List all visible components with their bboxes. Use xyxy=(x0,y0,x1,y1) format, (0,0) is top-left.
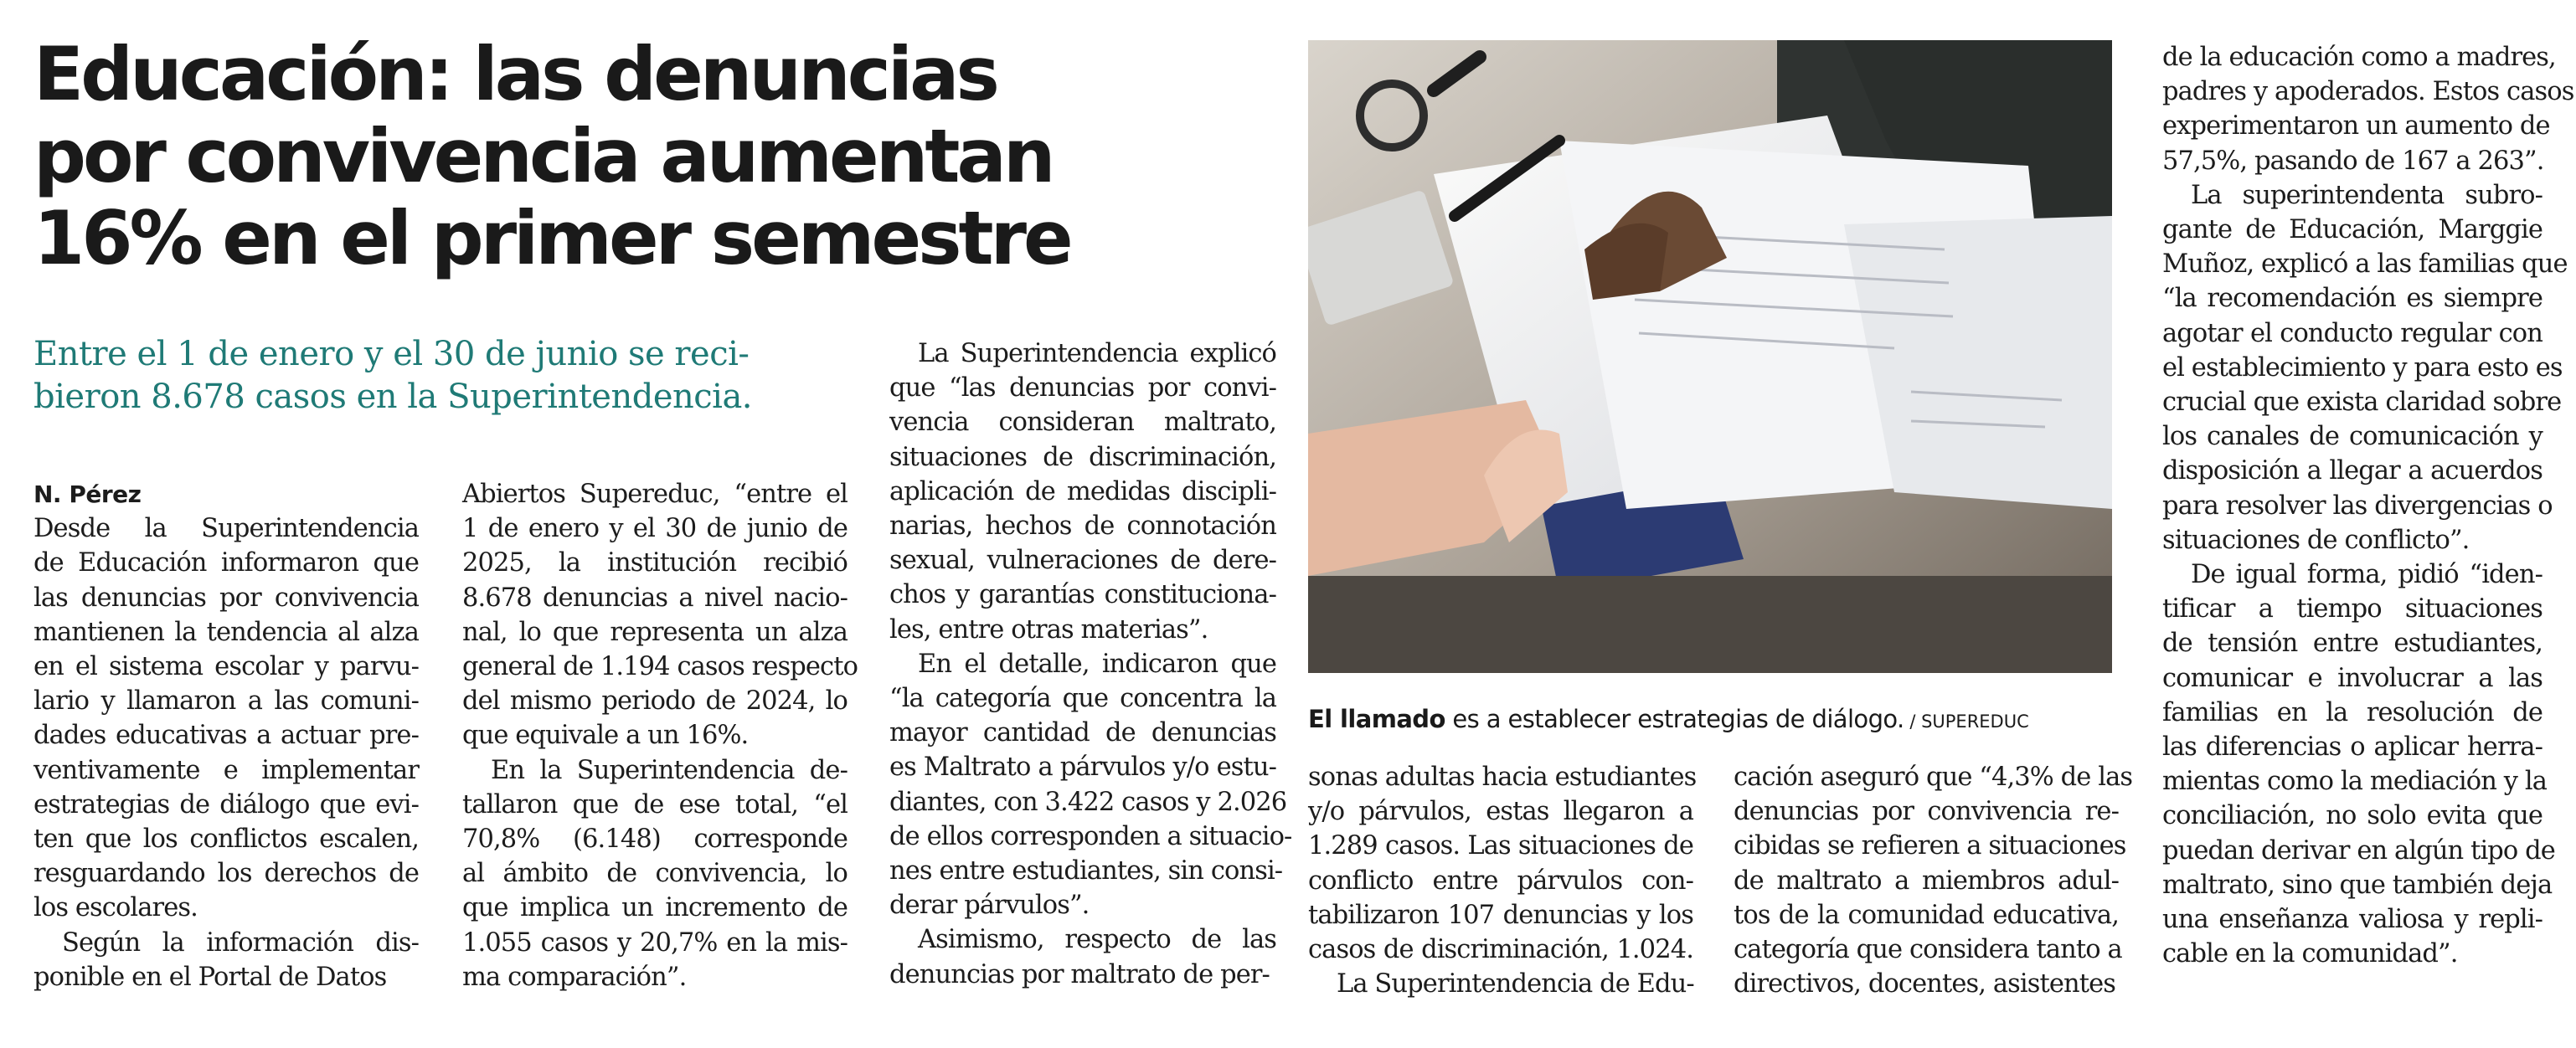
article-line: comunicar e involucrar a las xyxy=(2162,663,2543,693)
photo-credit: / SUPEREDUC xyxy=(1904,712,2029,732)
article-line: cibidas se refieren a situaciones xyxy=(1734,831,2126,861)
article-line: experimentaron un aumento de xyxy=(2162,111,2550,141)
article-line: mayor cantidad de denuncias xyxy=(889,718,1276,748)
article-line: “la categoría que concentra la xyxy=(889,684,1276,714)
documents-handover-photo xyxy=(1308,40,2112,673)
article-line: Muñoz, explicó a las familias que xyxy=(2162,249,2568,280)
article-line: La Superintendencia explicó xyxy=(918,339,1276,368)
article-line: sexual, vulneraciones de dere- xyxy=(889,546,1276,576)
headline-line: Educación: las denuncias xyxy=(33,31,997,117)
article-line: ten que los conflictos escalen, xyxy=(33,825,419,855)
article-line: nes entre estudiantes, sin consi- xyxy=(889,856,1283,886)
article-line: “la recomendación es siempre xyxy=(2162,284,2543,314)
article-line: de Educación informaron que xyxy=(33,548,419,578)
article-line: ponible en el Portal de Datos xyxy=(33,962,387,992)
article-line: mientas como la mediación y la xyxy=(2162,767,2548,797)
article-line: 1.055 casos y 20,7% en la mis- xyxy=(462,927,848,958)
article-line: 2025, la institución recibió xyxy=(462,548,848,578)
article-line: el establecimiento y para esto es xyxy=(2162,352,2563,383)
article-line: familias en la resolución de xyxy=(2162,697,2543,727)
article-line: maltrato, sino que también deja xyxy=(2162,870,2553,900)
article-line: que equivale a un 16%. xyxy=(462,721,749,751)
article-line: para resolver las divergencias o xyxy=(2162,491,2553,521)
article-column-4 xyxy=(1308,760,1697,1001)
article-line: general de 1.194 casos respecto xyxy=(462,652,858,682)
article-line: Según la información dis- xyxy=(62,927,419,958)
article-line: las denuncias por convivencia xyxy=(33,583,419,613)
subheadline xyxy=(33,333,854,419)
article-line: ma comparación”. xyxy=(462,962,687,992)
article-line: 8.678 denuncias a nivel nacio- xyxy=(462,583,848,613)
article-line: La superintendenta subro- xyxy=(2191,180,2543,210)
article-line: derar párvulos”. xyxy=(889,891,1090,921)
article-column-1 xyxy=(33,477,419,994)
article-line: vencia consideran maltrato, xyxy=(889,408,1276,438)
article-line: padres y apoderados. Estos casos xyxy=(2162,77,2574,107)
article-line: las diferencias o aplicar herra- xyxy=(2162,732,2543,763)
article-line: tallaron que de ese total, “el xyxy=(462,789,848,819)
article-line: es Maltrato a párvulos y/o estu- xyxy=(889,753,1276,783)
article-line: Asimismo, respecto de las xyxy=(918,925,1276,955)
subheadline-line: bieron 8.678 casos en la Superintendencia. xyxy=(33,378,753,416)
photo-caption xyxy=(1308,705,2129,733)
article-line: chos y garantías constituciona- xyxy=(889,580,1276,610)
article-line: al ámbito de convivencia, lo xyxy=(462,859,848,889)
article-line: Desde la Superintendencia xyxy=(33,514,419,544)
article-line: los canales de comunicación y xyxy=(2162,422,2543,452)
article-line: En la Superintendencia de- xyxy=(491,755,848,785)
article-line: de maltrato a miembros adul- xyxy=(1734,866,2119,896)
caption-text: es a establecer estrategias de diálogo. xyxy=(1445,705,1904,733)
article-line: denuncias por maltrato de per- xyxy=(889,959,1270,989)
article-column-5 xyxy=(1734,760,2133,1001)
article-line: resguardando los derechos de xyxy=(33,859,419,889)
article-line: en el sistema escolar y parvu- xyxy=(33,652,419,682)
article-line: los escolares. xyxy=(33,893,198,923)
article-line: que “las denuncias por convi- xyxy=(889,373,1276,403)
article-line: tificar a tiempo situaciones xyxy=(2162,594,2543,624)
article-line: del mismo periodo de 2024, lo xyxy=(462,686,848,717)
article-line: situaciones de discriminación, xyxy=(889,442,1276,472)
article-line: sonas adultas hacia estudiantes xyxy=(1308,763,1697,792)
article-line: directivos, docentes, asistentes xyxy=(1734,969,2115,999)
article-line: tabilizaron 107 denuncias y los xyxy=(1308,900,1693,930)
article-line: Abiertos Supereduc, “entre el xyxy=(462,480,848,509)
article-column-6 xyxy=(2162,40,2574,971)
article-line: diantes, con 3.422 casos y 2.026 xyxy=(889,787,1287,817)
article-line: conciliación, no solo evita que xyxy=(2162,801,2543,831)
article-column-2 xyxy=(462,477,858,994)
article-line: de tensión entre estudiantes, xyxy=(2162,629,2543,659)
article-line: 1.289 casos. Las situaciones de xyxy=(1308,831,1693,861)
article-line: conflicto entre párvulos con- xyxy=(1308,866,1693,896)
article-line: lario y llamaron a las comuni- xyxy=(33,686,419,717)
article-line: y/o párvulos, estas llegaron a xyxy=(1308,797,1693,827)
article-line: En el detalle, indicaron que xyxy=(918,649,1276,679)
article-line: aplicación de medidas discipli- xyxy=(889,476,1276,506)
headline xyxy=(33,33,1298,280)
article-line: cable en la comunidad”. xyxy=(2162,939,2458,969)
article-line: situaciones de conflicto”. xyxy=(2162,525,2470,555)
article-line: de la educación como a madres, xyxy=(2162,43,2556,72)
article-line: cación aseguró que “4,3% de las xyxy=(1734,763,2133,792)
article-line: crucial que exista claridad sobre xyxy=(2162,388,2562,418)
article-line: gante de Educación, Marggie xyxy=(2162,215,2543,245)
article-line: les, entre otras materias”. xyxy=(889,614,1208,645)
subheadline-line: Entre el 1 de enero y el 30 de junio se reci- xyxy=(33,335,750,373)
article-line: agotar el conducto regular con xyxy=(2162,318,2543,348)
article-line: De igual forma, pidió “iden- xyxy=(2191,560,2543,590)
article-line: 57,5%, pasando de 167 a 263”. xyxy=(2162,146,2544,176)
article-line: La Superintendencia de Edu- xyxy=(1337,969,1694,999)
article-line: dades educativas a actuar pre- xyxy=(33,721,419,751)
headline-line: por convivencia aumentan xyxy=(33,113,1053,199)
article-line: disposición a llegar a acuerdos xyxy=(2162,456,2543,486)
article-line: narias, hechos de connotación xyxy=(889,511,1276,542)
article-line: 70,8% (6.148) corresponde xyxy=(462,825,848,855)
article-line: nal, lo que representa un alza xyxy=(462,617,848,647)
article-line: casos de discriminación, 1.024. xyxy=(1308,935,1693,965)
caption-lead: El llamado xyxy=(1308,705,1445,733)
article-line: de ellos corresponden a situacio- xyxy=(889,821,1292,851)
article-line: tos de la comunidad educativa, xyxy=(1734,900,2119,930)
article-line: que implica un incremento de xyxy=(462,893,848,923)
article-line: 1 de enero y el 30 de junio de xyxy=(462,514,848,544)
article-column-3 xyxy=(889,336,1292,992)
article-line: denuncias por convivencia re- xyxy=(1734,797,2119,827)
article-line: categoría que considera tanto a xyxy=(1734,935,2122,965)
byline: N. Pérez xyxy=(33,480,142,508)
article-line: mantienen la tendencia al alza xyxy=(33,617,419,647)
article-line: ventivamente e implementar xyxy=(33,755,419,785)
article-line: una enseñanza valiosa y repli- xyxy=(2162,905,2543,935)
article-photo xyxy=(1308,40,2112,673)
article-line: puedan derivar en algún tipo de xyxy=(2162,835,2555,866)
article-line: estrategias de diálogo que evi- xyxy=(33,789,419,819)
headline-line: 16% en el primer semestre xyxy=(33,195,1070,281)
